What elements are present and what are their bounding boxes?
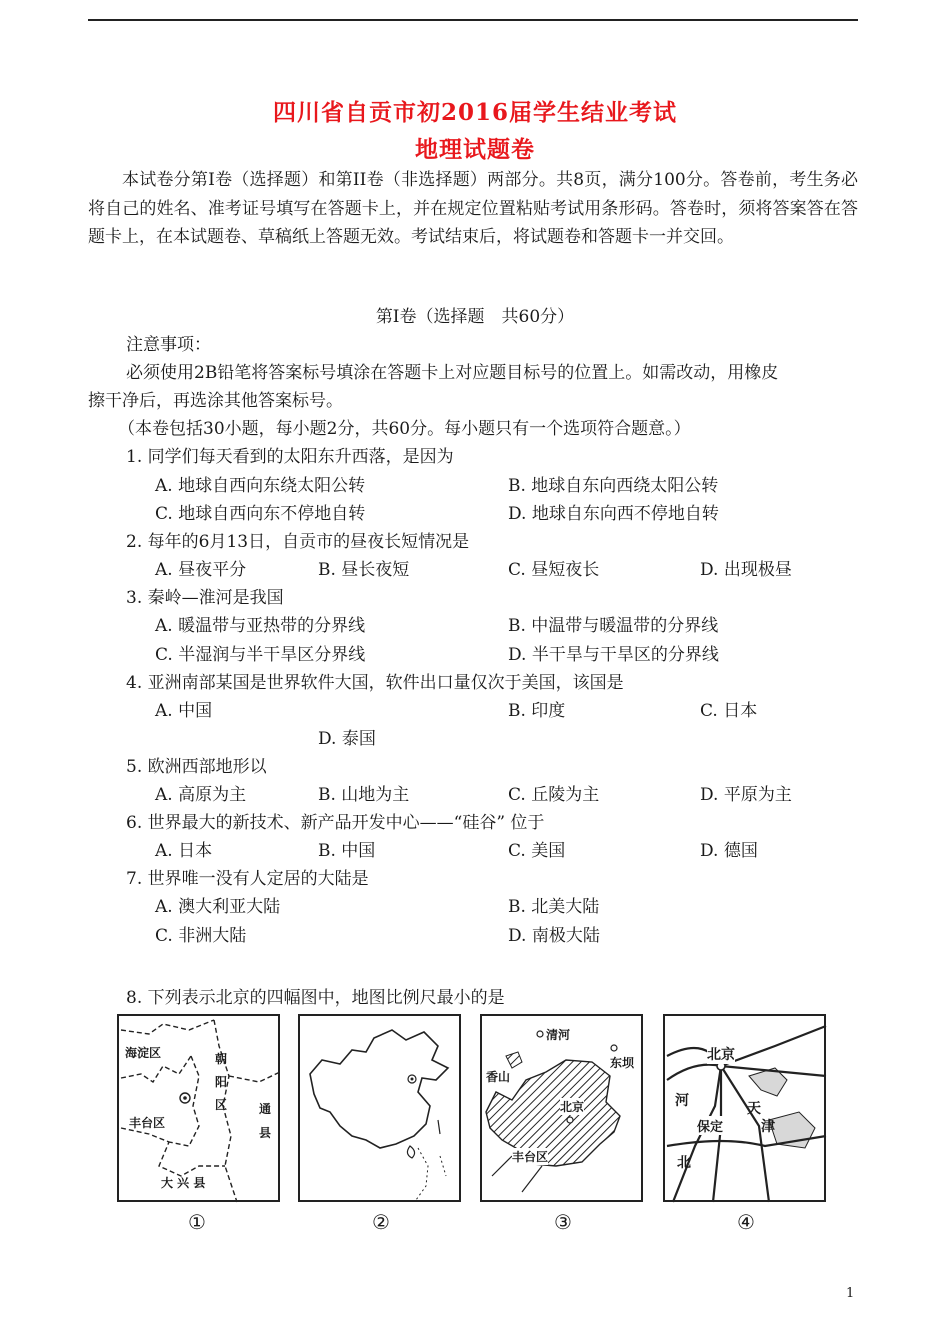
option: B. 中国 (318, 841, 376, 861)
page-title: 四川省自贡市初2016届学生结业考试 (272, 99, 677, 126)
option: A. 暖温带与亚热带的分界线 (155, 616, 366, 636)
question-stem: 8. 下列表示北京的四幅图中，地图比例尺最小的是 (126, 988, 505, 1008)
map-2-drawing (300, 1016, 463, 1204)
map-label: 阳 (215, 1075, 228, 1089)
map-3 (480, 1014, 643, 1202)
question-stem: 2. 每年的6月13日，自贡市的昼夜长短情况是 (126, 532, 470, 552)
map-number: ① (188, 1210, 206, 1234)
map-label: 河 (675, 1093, 689, 1109)
question-stem: 1. 同学们每天看到的太阳东升西落，是因为 (126, 447, 454, 467)
header-rule (88, 19, 858, 21)
option: A. 地球自西向东绕太阳公转 (155, 476, 366, 496)
option: A. 澳大利亚大陆 (155, 897, 281, 917)
map-label: 通 (259, 1102, 272, 1116)
intro-paragraph: 本试卷分第I卷（选择题）和第II卷（非选择题）两部分。共8页，满分100分。答卷前，考生务必将自己的姓名、准考证号填写在答题卡上，并在规定位置粘贴考试用条形码。答卷时，须将答案答在答题卡上，在本试题卷、草稿纸上答题无效。考试结束后，将试题卷和答题卡一并交回。 (88, 170, 858, 247)
option: D. 半干旱与干旱区的分界线 (508, 645, 719, 665)
notice-line-2: 擦干净后，再选涂其他答案标号。 (88, 391, 343, 411)
option: B. 北美大陆 (508, 897, 600, 917)
option: C. 非洲大陆 (155, 926, 247, 946)
option: C. 日本 (700, 701, 758, 721)
option: B. 中温带与暖温带的分界线 (508, 616, 719, 636)
map-label: 东坝 (610, 1056, 635, 1070)
option: B. 印度 (508, 701, 566, 721)
option: C. 地球自西向东不停地自转 (155, 504, 366, 524)
option: C. 丘陵为主 (508, 785, 600, 805)
option: D. 泰国 (318, 729, 376, 749)
option: D. 出现极昼 (700, 560, 792, 580)
map-label: 丰台区 (129, 1116, 166, 1130)
option: C. 昼短夜长 (508, 560, 600, 580)
option: B. 昼长夜短 (318, 560, 410, 580)
section-title: 第I卷（选择题 共60分） (375, 307, 575, 327)
map-label: 津 (761, 1119, 775, 1135)
map-label: 清河 (546, 1028, 571, 1042)
map-label: 海淀区 (125, 1046, 162, 1060)
map-label: 北 (677, 1155, 691, 1171)
option: B. 地球自东向西绕太阳公转 (508, 476, 719, 496)
option: A. 日本 (155, 841, 213, 861)
page-number: 1 (846, 1286, 855, 1301)
option: D. 地球自东向西不停地自转 (508, 504, 719, 524)
map-2 (298, 1014, 461, 1202)
page-subtitle: 地理试题卷 (415, 136, 535, 163)
map-label: 县 (259, 1126, 272, 1140)
map-label: 香山 (486, 1070, 511, 1084)
option: B. 山地为主 (318, 785, 410, 805)
option: A. 昼夜平分 (155, 560, 247, 580)
question-stem: 6. 世界最大的新技术、新产品开发中心——“硅谷” 位于 (126, 813, 545, 833)
map-label: 区 (215, 1098, 228, 1112)
option: A. 高原为主 (155, 785, 247, 805)
option: C. 半湿润与半干旱区分界线 (155, 645, 366, 665)
option: C. 美国 (508, 841, 566, 861)
question-stem: 4. 亚洲南部某国是世界软件大国，软件出口量仅次于美国，该国是 (126, 673, 624, 693)
question-stem: 5. 欧洲西部地形以 (126, 757, 267, 777)
map-label: 朝 (215, 1052, 228, 1066)
map-label: 保定 (697, 1116, 723, 1135)
map-label: 天 (747, 1101, 761, 1117)
option: D. 南极大陆 (508, 926, 600, 946)
option: D. 德国 (700, 841, 758, 861)
question-stem: 3. 秦岭—淮河是我国 (126, 588, 284, 608)
section-rule: （本卷包括30小题，每小题2分，共60分。每小题只有一个选项符合题意。） (118, 419, 691, 439)
map-1 (117, 1014, 280, 1202)
map-label: 丰台区 (512, 1150, 549, 1164)
notice-line-1: 必须使用2B铅笔将答案标号填涂在答题卡上对应题目标号的位置上。如需改动，用橡皮 (126, 363, 779, 383)
option: D. 平原为主 (700, 785, 792, 805)
option: A. 中国 (155, 701, 213, 721)
map-number: ③ (554, 1210, 572, 1234)
map-label: 北京 (560, 1100, 585, 1114)
map-4 (663, 1014, 826, 1202)
map-label: 大 兴 县 (161, 1176, 206, 1190)
map-label: 北京 (707, 1044, 735, 1064)
question-stem: 7. 世界唯一没有人定居的大陆是 (126, 869, 369, 889)
map-number: ② (372, 1210, 390, 1234)
map-number: ④ (737, 1210, 755, 1234)
notice-label: 注意事项： (126, 335, 211, 355)
